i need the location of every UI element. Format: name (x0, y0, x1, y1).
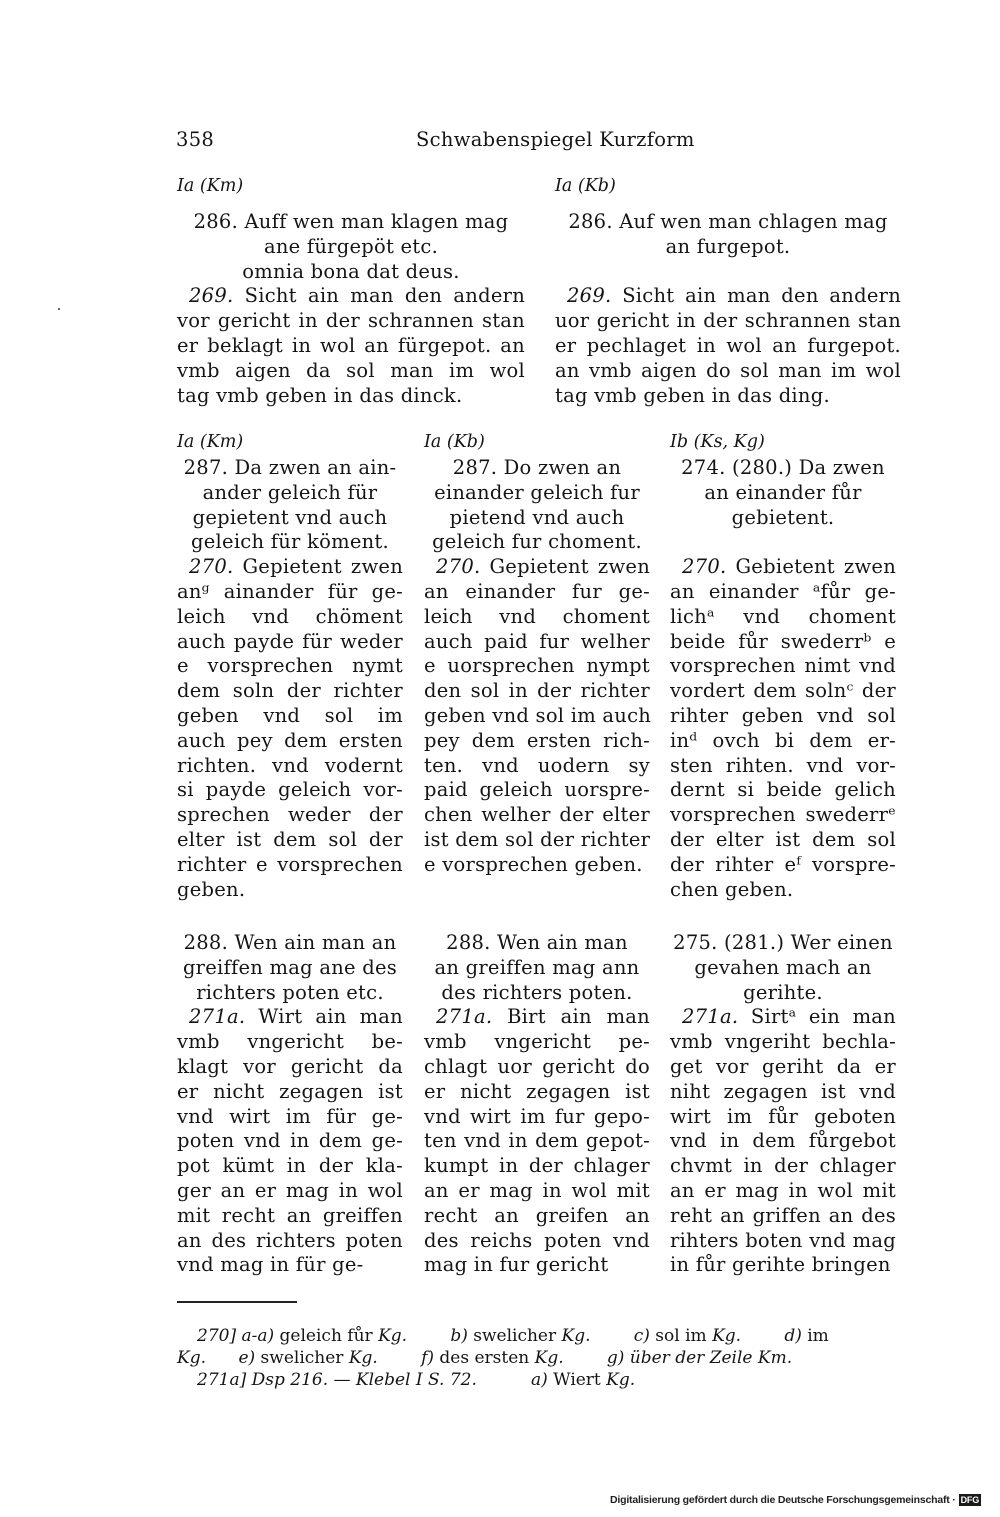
witness-label-kb: Ia (Kb) (424, 432, 485, 452)
heading-line: 275. (281.) Wer einen (673, 931, 893, 954)
heading-line: ander geleich für (202, 480, 378, 504)
article-first-line (424, 555, 650, 580)
footnote-text (741, 1326, 784, 1346)
footnote-siglum: Kg. (561, 1326, 591, 1346)
article-first-text: Sirtᵃ ein man (738, 1005, 896, 1029)
text-line: den sol in der richter (424, 679, 650, 703)
footnote-text: im (801, 1326, 829, 1346)
text-line: tag vmb geben in das dinck. (177, 383, 463, 407)
text-line: chen welher der elter (424, 803, 650, 827)
heading-line: 286. Auff wen man klagen mag (193, 210, 509, 233)
text-line: chvmt in der chlager (670, 1154, 896, 1178)
text-line: paid geleich uorspre- (424, 778, 650, 802)
heading-line: geleich fur choment. (432, 530, 642, 554)
footnote-270-line2 (177, 1347, 792, 1370)
article-number: 269. (189, 284, 234, 308)
text-line: vorsprechen swederrᵉ (670, 803, 896, 827)
footnote-siglum: Kg. (606, 1370, 636, 1390)
footnote-siglum: Kg. (177, 1348, 206, 1368)
text-line: leich vnd chöment (177, 604, 403, 628)
heading-line: omnia bona dat deus. (242, 259, 460, 283)
text-line: recht an greifen an (424, 1203, 650, 1227)
article-first-line (177, 284, 525, 309)
text-line: pey dem ersten rich- (424, 728, 650, 752)
text-line: vnd mag in für ge- (177, 1253, 364, 1277)
text-line: an er mag in wol mit (424, 1178, 650, 1202)
text-line: der rihter eᶠ vorspre- (670, 852, 896, 876)
article-first-text: Birt ain man (492, 1005, 650, 1029)
heading-line: gepietent vnd auch (192, 505, 388, 529)
text-line: chen geben. (670, 877, 794, 901)
text-line: dem soln der richter (177, 679, 403, 703)
heading-line: greiffen mag ane des (182, 955, 398, 979)
digitization-credit (610, 1494, 981, 1506)
footnote-text: des ersten (434, 1348, 535, 1368)
witness-label-ks-kg: Ib (Ks, Kg) (670, 432, 765, 452)
section1-right-column (555, 210, 901, 408)
heading-line: 287. Da zwen an ain- (183, 456, 397, 479)
footnote-siglum: Kg. (348, 1348, 378, 1368)
text-line: geben vnd sol im (177, 703, 403, 727)
text-line: mit recht an greiffen (177, 1203, 403, 1227)
credit-text: Digitalisierung gefördert durch die Deutsche Forschungsgemeinschaft · (610, 1494, 956, 1506)
text-line: an des richters poten (177, 1228, 403, 1252)
text-line: er nicht zegagen ist (424, 1079, 650, 1103)
text-line: elter ist dem sol der (177, 827, 403, 851)
text-line: e uorsprechen nympt (424, 654, 650, 678)
text-line: an vmb aigen do sol man im wol (555, 358, 901, 382)
article-number: 271a. (189, 1005, 246, 1029)
text-line: inᵈ ovch bi dem er- (670, 728, 896, 752)
scan-speck (58, 308, 60, 310)
witness-label-km: Ia (Km) (177, 432, 244, 452)
article-first-line (670, 1005, 896, 1030)
text-line: der elter ist dem sol (670, 827, 896, 851)
heading-line: 274. (280.) Da zwen (681, 456, 885, 479)
heading-line: ane fürgepöt etc. (263, 234, 439, 258)
footnote-siglum: c) (633, 1326, 650, 1346)
footnote-text: geleich fůr (274, 1326, 379, 1346)
article-number: 270. (436, 555, 481, 579)
heading-line: gebietent. (731, 505, 835, 529)
text-line: an einander ᵃfůr ge- (670, 579, 896, 603)
text-line: vnd in dem fůrgebot (670, 1129, 896, 1153)
text-line: richter e vorsprechen (177, 852, 403, 876)
text-line: ger an er mag in wol (177, 1178, 403, 1202)
witness-label-km: Ia (Km) (177, 176, 244, 196)
text-line: vmb vngeriht bechla- (670, 1030, 896, 1054)
footnote-siglum: 270] a-a) (197, 1326, 275, 1346)
article-first-line (670, 555, 896, 580)
text-line: geben. (177, 877, 246, 901)
heading-line: 286. Auf wen man chlagen mag (568, 210, 888, 233)
text-line: mag in fur gericht (424, 1253, 609, 1277)
text-line: in fůr gerihte bringen (670, 1253, 891, 1277)
footnote-siglum: 271a] Dsp 216. — Klebel I S. 72. (197, 1370, 477, 1390)
footnote-siglum: e) (238, 1348, 256, 1368)
text-line: reht an griffen an des (670, 1203, 896, 1227)
text-line: geben vnd sol im auch (424, 703, 652, 727)
text-line: chlagt uor gericht do (424, 1054, 650, 1078)
text-line: poten vnd in dem ge- (177, 1129, 403, 1153)
footnote-text: Wiert (547, 1370, 607, 1390)
heading-line: an greiffen mag ann (434, 955, 640, 979)
footnote-siglum: g) über der Zeile Km. (606, 1348, 793, 1368)
article-number: 270. (682, 555, 727, 579)
text-line: tag vmb geben in das ding. (555, 383, 830, 407)
text-line: sten rihten. vnd vor- (670, 753, 896, 777)
footnote-siglum: f) (421, 1348, 434, 1368)
text-line: auch payde für weder (177, 629, 403, 653)
heading-line: gevahen mach an (694, 955, 872, 979)
text-line: beide fůr swederrᵇ e (670, 629, 896, 653)
footnote-siglum: a) (530, 1370, 548, 1390)
text-line: ist dem sol der richter (424, 827, 651, 851)
text-line: si payde geleich vor- (177, 778, 403, 802)
text-line: vmb vngericht be- (177, 1030, 403, 1054)
heading-line: richters poten etc. (196, 980, 384, 1004)
article-first-text: Sicht ain man den andern (611, 284, 901, 308)
text-line: vor gericht in der schrannen stan (177, 309, 525, 333)
article-first-text: Gebietent zwen (726, 555, 896, 579)
text-line: lichᵃ vnd choment (670, 604, 896, 628)
heading-line: geleich für köment. (191, 530, 389, 554)
text-line: e vorsprechen nymt (177, 654, 403, 678)
text-line: e vorsprechen geben. (424, 852, 643, 876)
footnote-271a (197, 1369, 635, 1392)
text-line: dernt si beide gelich (670, 778, 896, 802)
text-line: vmb vngericht pe- (424, 1030, 650, 1054)
heading-line: 288. Wen ain man (446, 931, 628, 954)
text-line: rihter geben vnd sol (670, 703, 896, 727)
text-line: klagt vor gericht da (177, 1054, 403, 1078)
text-line: auch pey dem ersten (177, 728, 403, 752)
text-line: ten vnd in dem gepot- (424, 1129, 650, 1153)
section3-col1 (177, 931, 403, 1278)
running-title: Schwabenspiegel Kurzform (416, 128, 695, 151)
text-line: vorsprechen nimt vnd (670, 654, 896, 678)
text-line: wirt im fůr geboten (670, 1104, 896, 1128)
section3-col2 (424, 931, 650, 1278)
footnote-text: swelicher (467, 1326, 562, 1346)
text-line: an er mag in wol mit (670, 1178, 896, 1202)
article-first-line (177, 1005, 403, 1030)
footnote-siglum: b) (450, 1326, 468, 1346)
footnote-text (591, 1326, 634, 1346)
heading-line: an einander fůr (704, 480, 862, 504)
footnote-text (407, 1326, 450, 1346)
footnote-text: swelicher (255, 1348, 349, 1368)
dfg-logo: DFG (960, 1495, 979, 1506)
text-line: richten. vnd vodernt (177, 753, 403, 777)
text-line: leich vnd choment (424, 604, 650, 628)
text-line: uor gericht in der schrannen stan (555, 309, 901, 333)
text-line: er beklagt in wol an fürgepot. an (177, 333, 525, 357)
article-first-line (424, 1005, 650, 1030)
heading-line: einander geleich fur (434, 480, 640, 504)
blank-line (670, 530, 896, 555)
footnote-siglum: d) (784, 1326, 802, 1346)
footnote-270-line1 (197, 1325, 829, 1348)
text-line: vmb aigen da sol man im wol (177, 358, 525, 382)
text-line: an einander fur ge- (424, 579, 650, 603)
article-first-text: Gepietent zwen (233, 555, 403, 579)
section2-col1 (177, 456, 403, 902)
footnote-siglum: Kg. (712, 1326, 742, 1346)
text-line: vnd wirt im für ge- (177, 1104, 403, 1128)
heading-line: 288. Wen ain man an (183, 931, 397, 954)
section1-left-column (177, 210, 525, 408)
heading-line: gerihte. (743, 980, 823, 1004)
footnote-text: sol im (649, 1326, 713, 1346)
heading-line: pietend vnd auch (449, 505, 625, 529)
footnote-text (206, 1348, 238, 1368)
footnote-text (378, 1348, 421, 1368)
section2-col2 (424, 456, 650, 878)
text-line: niht zegagen ist vnd (670, 1079, 896, 1103)
blank-line (555, 260, 901, 285)
text-line: vnd wirt im fur gepo- (424, 1104, 650, 1128)
article-first-text: Sicht ain man den andern (233, 284, 525, 308)
heading-line: 287. Do zwen an (452, 456, 622, 479)
footnote-rule (177, 1301, 297, 1303)
page-number: 358 (176, 128, 215, 151)
text-line: ten. vnd uodern sy (424, 753, 650, 777)
text-line: vordert dem solnᶜ der (670, 679, 896, 703)
text-line: des reichs poten vnd (424, 1228, 650, 1252)
footnote-siglum: Kg. (378, 1326, 408, 1346)
article-number: 271a. (436, 1005, 493, 1029)
section2-col3 (670, 456, 896, 902)
text-line: kumpt in der chlager (424, 1154, 650, 1178)
witness-label-kb: Ia (Kb) (555, 176, 616, 196)
article-number: 269. (567, 284, 612, 308)
text-line: er pechlaget in wol an furgepot. (555, 333, 901, 357)
article-number: 271a. (682, 1005, 739, 1029)
heading-line: an furgepot. (665, 234, 791, 258)
heading-line: des richters poten. (441, 980, 633, 1004)
text-line: get vor geriht da er (670, 1054, 896, 1078)
article-number: 270. (189, 555, 234, 579)
section3-col3 (670, 931, 896, 1278)
article-first-text: Wirt ain man (245, 1005, 403, 1029)
article-first-line (555, 284, 901, 309)
article-first-line (177, 555, 403, 580)
text-line: anᵍ ainander für ge- (177, 579, 403, 603)
text-line: sprechen weder der (177, 803, 403, 827)
article-first-text: Gepietent zwen (480, 555, 650, 579)
footnote-siglum: Kg. (534, 1348, 564, 1368)
text-line: pot kümt in der kla- (177, 1154, 403, 1178)
text-line: rihters boten vnd mag (670, 1228, 896, 1252)
text-line: er nicht zegagen ist (177, 1079, 403, 1103)
footnote-text (477, 1370, 531, 1390)
footnote-text (564, 1348, 607, 1368)
text-line: auch paid fur welher (424, 629, 650, 653)
